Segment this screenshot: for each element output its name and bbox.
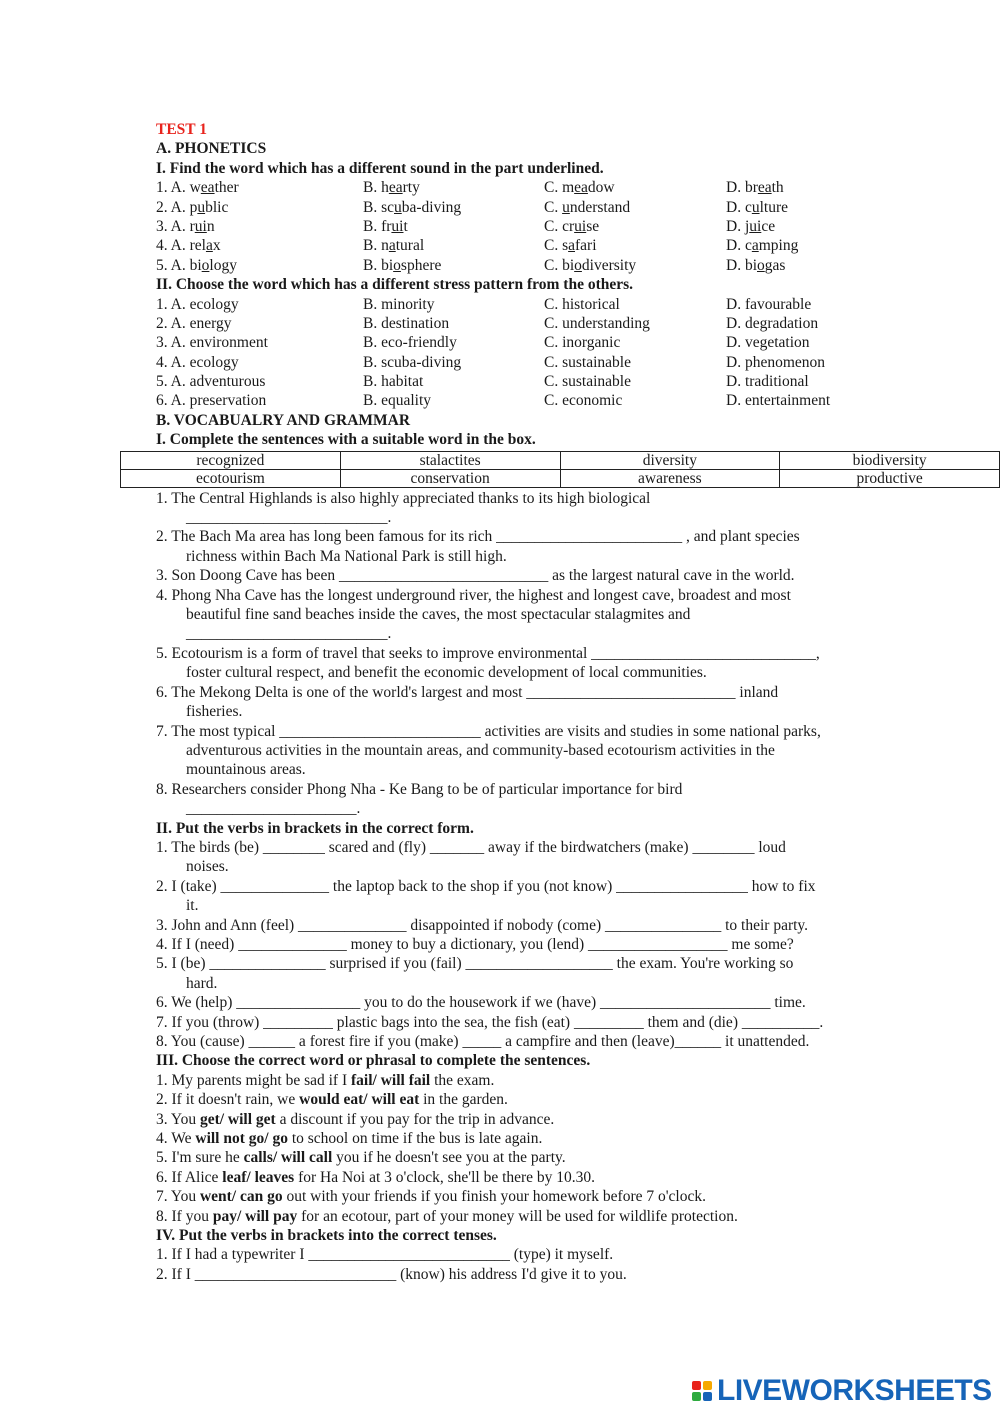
underlined-part: o xyxy=(574,256,582,274)
choice-options: will not go/ go xyxy=(195,1130,288,1148)
answer-option: B. scuba-diving xyxy=(363,198,462,216)
item-line: fisheries. xyxy=(186,703,243,721)
answer-option: C. inorganic xyxy=(544,334,621,352)
answer-option: 4. A. ecology xyxy=(156,353,239,371)
answer-option: C. understand xyxy=(544,198,631,216)
list-item xyxy=(156,954,1000,993)
question-row xyxy=(156,372,1000,391)
word-box xyxy=(120,451,1000,488)
question-row xyxy=(156,353,1000,372)
underlined-part: a xyxy=(568,237,576,255)
answer-option: C. meadow xyxy=(544,179,615,197)
list-item xyxy=(156,838,1000,877)
item-line: adventurous activities in the mountain areas, and community-based ecotourism activities in the xyxy=(186,741,775,759)
answer-option: B. destination xyxy=(363,314,450,332)
choice-options: fail/ will fail xyxy=(351,1071,431,1089)
word-box-row xyxy=(121,451,1000,469)
item-line: 8. Researchers consider Phong Nha - Ke Bang to be of particular importance for bird xyxy=(156,780,683,798)
item-line: 7. The most typical __________________________ activities are visits and studies in some national parks, xyxy=(156,722,821,740)
list-item: 4. We will not go/ go to school on time if the bus is late again. xyxy=(156,1130,543,1148)
section-a-heading: A. PHONETICS xyxy=(156,140,267,158)
word-box-cell: productive xyxy=(780,469,1000,487)
underlined-part: ui xyxy=(749,217,762,235)
list-item xyxy=(156,935,1000,954)
underlined-part: o xyxy=(201,256,210,274)
underlined-part: ea xyxy=(200,179,215,197)
answer-option: D. traditional xyxy=(726,373,809,391)
answer-option: D. juice xyxy=(726,217,776,235)
item-line: 5. I (be) _______________ surprised if you (fail) ___________________ the exam. You're working so xyxy=(156,955,794,973)
part-b4-questions xyxy=(156,1245,1000,1284)
question-row xyxy=(156,295,1000,314)
answer-option: B. habitat xyxy=(363,373,424,391)
answer-option: 5. A. adventurous xyxy=(156,373,266,391)
part-b1-questions xyxy=(156,489,1000,819)
answer-option: 3. A. environment xyxy=(156,334,268,352)
underlined-part: ea xyxy=(388,179,403,197)
choice-options: get/ will get xyxy=(199,1110,276,1128)
answer-option: C. biodiversity xyxy=(544,256,637,274)
item-line: 4. Phong Nha Cave has the longest underground river, the highest and longest cave, broadest and most xyxy=(156,586,791,604)
underlined-part: a xyxy=(205,237,213,255)
word-box-cell: recognized xyxy=(121,451,341,469)
underlined-part: o xyxy=(393,256,401,274)
underlined-part: a xyxy=(751,237,759,255)
choice-options: calls/ will call xyxy=(243,1149,333,1167)
question-row xyxy=(156,217,1000,236)
list-item xyxy=(156,1013,1000,1032)
question-row xyxy=(156,236,1000,255)
answer-option: C. safari xyxy=(544,237,597,255)
list-item: 2. If it doesn't rain, we would eat/ will eat in the garden. xyxy=(156,1091,508,1109)
answer-option: 5. A. biology xyxy=(156,256,237,274)
answer-option: 3. A. ruin xyxy=(156,217,215,235)
part-a1-questions xyxy=(156,178,1000,275)
choice-options: went/ can go xyxy=(199,1188,283,1206)
part-a2-questions xyxy=(156,295,1000,411)
underlined-part: ui xyxy=(391,217,404,235)
item-line: 6. The Mekong Delta is one of the world's largest and most ___________________________ inland xyxy=(156,683,779,701)
item-line: foster cultural respect, and benefit the economic development of local communities. xyxy=(186,664,707,682)
item-line: 1. The birds (be) ________ scared and (fly) _______ away if the birdwatchers (make) ________ loud xyxy=(156,838,786,856)
part-b1-heading: I. Complete the sentences with a suitable word in the box. xyxy=(156,431,536,449)
item-line: it. xyxy=(186,897,199,915)
question-row xyxy=(156,314,1000,333)
test-title: TEST 1 xyxy=(156,121,207,138)
list-item: 1. If I had a typewriter I __________________________ (type) it myself. xyxy=(156,1246,614,1264)
answer-option: C. cruise xyxy=(544,217,600,235)
list-item: 1. My parents might be sad if I fail/ will fail the exam. xyxy=(156,1071,495,1089)
answer-option: B. scuba-diving xyxy=(363,353,462,371)
answer-option: 2. A. public xyxy=(156,198,229,216)
underlined-part: u xyxy=(562,198,570,216)
word-box-cell: conservation xyxy=(340,469,560,487)
answer-option: C. sustainable xyxy=(544,353,631,371)
question-row xyxy=(156,178,1000,197)
question-row xyxy=(156,391,1000,410)
answer-option: B. hearty xyxy=(363,179,420,197)
list-item xyxy=(156,566,1000,585)
answer-option: B. minority xyxy=(363,295,435,313)
question-row xyxy=(156,256,1000,275)
answer-option: D. phenomenon xyxy=(726,353,826,371)
logo-text: LIVEWORKSHEETS xyxy=(717,1374,992,1407)
answer-option: B. equality xyxy=(363,392,432,410)
list-item xyxy=(156,586,1000,644)
answer-option: D. degradation xyxy=(726,314,819,332)
answer-option: 4. A. relax xyxy=(156,237,221,255)
choice-options: leaf/ leaves xyxy=(222,1168,295,1186)
underlined-part: u xyxy=(197,198,206,216)
answer-option: D. favourable xyxy=(726,295,812,313)
word-box-row xyxy=(121,469,1000,487)
answer-option: C. understanding xyxy=(544,314,650,332)
item-line: __________________________. xyxy=(186,509,392,527)
list-item xyxy=(156,722,1000,780)
word-box-cell: stalactites xyxy=(340,451,560,469)
answer-option: B. eco-friendly xyxy=(363,334,457,352)
item-line: 5. Ecotourism is a form of travel that seeks to improve environmental _____________________________, xyxy=(156,644,820,662)
part-a1-heading: I. Find the word which has a different sound in the part underlined. xyxy=(156,159,604,177)
item-line: mountainous areas. xyxy=(186,761,306,779)
list-item xyxy=(156,489,1000,528)
item-line: richness within Bach Ma National Park is still high. xyxy=(186,547,507,565)
list-item xyxy=(156,1032,1000,1051)
list-item: 5. I'm sure he calls/ will call you if he doesn't see you at the party. xyxy=(156,1149,566,1167)
underlined-part: u xyxy=(751,198,760,216)
choice-options: would eat/ will eat xyxy=(299,1091,420,1109)
word-box-cell: biodiversity xyxy=(780,451,1000,469)
underlined-part: u xyxy=(394,198,402,216)
part-a2-heading: II. Choose the word which has a different stress pattern from the others. xyxy=(156,276,634,294)
part-b3-heading: III. Choose the correct word or phrasal to complete the sentences. xyxy=(156,1052,591,1070)
underlined-part: ea xyxy=(757,179,772,197)
list-item xyxy=(156,527,1000,566)
list-item: 3. You get/ will get a discount if you pay for the trip in advance. xyxy=(156,1110,555,1128)
item-line: 2. The Bach Ma area has long been famous for its rich ________________________ , and plant species xyxy=(156,528,800,546)
item-line: hard. xyxy=(186,974,218,992)
answer-option: 1. A. ecology xyxy=(156,295,239,313)
section-b-heading: B. VOCABUALRY AND GRAMMAR xyxy=(156,411,411,429)
list-item xyxy=(156,683,1000,722)
answer-option: 2. A. energy xyxy=(156,314,232,332)
answer-option: D. entertainment xyxy=(726,392,831,410)
list-item: 7. You went/ can go out with your friends if you finish your homework before 7 o'clock. xyxy=(156,1188,706,1206)
item-line: 3. John and Ann (feel) ______________ disappointed if nobody (come) _______________ to their party. xyxy=(156,916,809,934)
underlined-part: ea xyxy=(574,179,588,197)
list-item: 2. If I __________________________ (know) his address I'd give it to you. xyxy=(156,1265,627,1283)
list-item: 8. If you pay/ will pay for an ecotour, part of your money will be used for wildlife protection. xyxy=(156,1207,738,1225)
answer-option: B. biosphere xyxy=(363,256,442,274)
underlined-part: o xyxy=(757,256,765,274)
item-line: ______________________. xyxy=(186,800,361,818)
underlined-part: ui xyxy=(574,217,587,235)
answer-option: D. vegetation xyxy=(726,334,810,352)
answer-option: 6. A. preservation xyxy=(156,392,267,410)
answer-option: B. natural xyxy=(363,237,425,255)
part-b2-questions xyxy=(156,838,1000,1051)
underlined-part: a xyxy=(388,237,396,255)
word-box-cell: diversity xyxy=(560,451,780,469)
item-line: 7. If you (throw) _________ plastic bags into the sea, the fish (eat) _________ them and (die) __________. xyxy=(156,1013,824,1031)
worksheet xyxy=(156,120,1000,1284)
part-b4-heading: IV. Put the verbs in brackets into the correct tenses. xyxy=(156,1227,497,1245)
word-box-cell: ecotourism xyxy=(121,469,341,487)
word-box-cell: awareness xyxy=(560,469,780,487)
list-item xyxy=(156,644,1000,683)
logo-mark-icon xyxy=(692,1381,712,1401)
answer-option: 1. A. weather xyxy=(156,179,239,197)
item-line: noises. xyxy=(186,858,229,876)
list-item xyxy=(156,916,1000,935)
item-line: beautiful fine sand beaches inside the caves, the most spectacular stalagmites and xyxy=(186,606,691,624)
item-line: 2. I (take) ______________ the laptop back to the shop if you (not know) _________________ how to fix xyxy=(156,877,816,895)
answer-option: B. fruit xyxy=(363,217,408,235)
item-line: __________________________. xyxy=(186,625,392,643)
part-b2-heading: II. Put the verbs in brackets in the correct form. xyxy=(156,819,474,837)
question-row xyxy=(156,333,1000,352)
list-item: 6. If Alice leaf/ leaves for Ha Noi at 3 o'clock, she'll be there by 10.30. xyxy=(156,1168,596,1186)
item-line: 3. Son Doong Cave has been ___________________________ as the largest natural cave in the world. xyxy=(156,567,795,585)
answer-option: C. sustainable xyxy=(544,373,631,391)
question-row xyxy=(156,198,1000,217)
list-item xyxy=(156,993,1000,1012)
item-line: 6. We (help) ________________ you to do the housework if we (have) ______________________ time. xyxy=(156,994,806,1012)
answer-option: D. culture xyxy=(726,198,788,216)
part-b3-questions xyxy=(156,1071,1000,1226)
answer-option: D. biogas xyxy=(726,256,786,274)
answer-option: D. breath xyxy=(726,179,784,197)
liveworksheets-logo[interactable] xyxy=(692,1374,992,1408)
list-item xyxy=(156,780,1000,819)
answer-option: D. camping xyxy=(726,237,799,255)
answer-option: C. historical xyxy=(544,295,620,313)
answer-option: C. economic xyxy=(544,392,623,410)
item-line: 8. You (cause) ______ a forest fire if you (make) _____ a campfire and then (leave)______ it unattended. xyxy=(156,1033,810,1050)
underlined-part: ui xyxy=(194,217,207,235)
item-line: 4. If I (need) ______________ money to buy a dictionary, you (lend) __________________ me some? xyxy=(156,935,794,953)
item-line: 1. The Central Highlands is also highly appreciated thanks to its high biological xyxy=(156,489,651,507)
list-item xyxy=(156,877,1000,916)
choice-options: pay/ will pay xyxy=(212,1207,298,1225)
